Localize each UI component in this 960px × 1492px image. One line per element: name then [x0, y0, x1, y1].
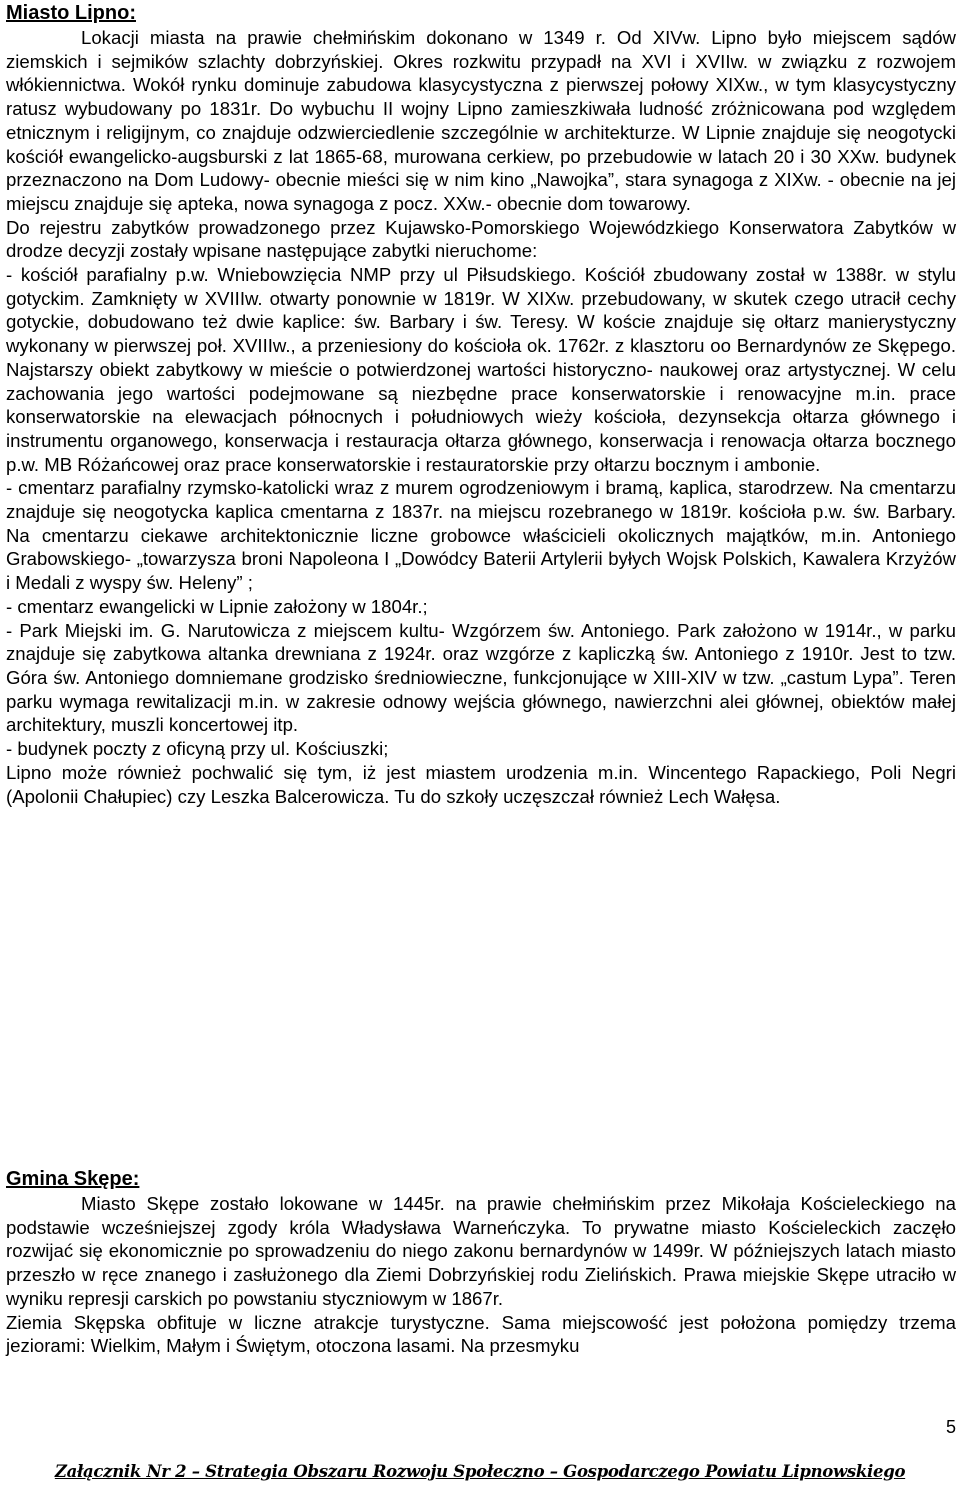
- page-footer: Załącznik Nr 2 – Strategia Obszaru Rozwoju Społeczno – Gospodarczego Powiatu Lipnowskiego: [54, 1462, 906, 1481]
- paragraph-post-office: - budynek poczty z oficyną przy ul. Kościuszki;: [6, 738, 389, 760]
- paragraph-catholic-cemetery: - cmentarz parafialny rzymsko-katolicki wraz z murem ogrodzeniowym i bramą, kaplica, starodrzew. Na cmentarzu znajduje się neogotycka kaplica cmentarna z 1837r. na miejscu rozebranego w 1819r. kościoła p.w. św. Barbary. Na cmentarzu ciekawe architektonicznie liczne grobowce właścicieli okolicznych majątków, m.in. Antoniego Grabowskiego- „towarzysza broni Napoleona I „Dowódcy Baterii Artylerii byłych Wojsk Polskich, Kawalera Krzyżów i Medali z wyspy św. Heleny” ;: [6, 477, 956, 594]
- paragraph-city-park: - Park Miejski im. G. Narutowicza z miejscem kultu- Wzgórzem św. Antoniego. Park założono w 1914r., w parku znajduje się zabytkowa altanka drewniana z 1924r. oraz wzgórze z kapliczką św. Antoniego z 1910r. Jest to tzw. Góra św. Antoniego domniemane grodzisko średniowieczne, funkcjonujące w XIII-XIV w tzw. „castum Lypa”. Teren parku wymaga rewitalizacji m.in. w zakresie odnowy wejścia głównego, nawierzchni alei głównej, obiektów małej architektury, muszli koncertowej itp.: [6, 619, 956, 736]
- section-body-skepe: [6, 1192, 956, 1358]
- paragraph-skepe-attractions: Ziemia Skępska obfituje w liczne atrakcje turystyczne. Sama miejscowość jest położona pomiędzy trzema jeziorami: Wielkim, Małym i Świętym, otoczona lasami. Na przesmyku: [6, 1311, 956, 1357]
- paragraph-church: - kościół parafialny p.w. Wniebowzięcia NMP przy ul Piłsudskiego. Kościół zbudowany został w 1388r. w stylu gotyckim. Zamknięty w XVIIIw. otwarty ponownie w 1819r. W XIXw. przebudowany, w skutek czego utracił cechy gotyckie, dobudowano też dwie kaplice: św. Barbary i św. Teresy. W koście znajduje się ołtarz manierystyczny wykonany w pierwszej poł. XVIIIw., a przeniesiony do kościoła ok. 1762r. z klasztoru oo Bernardynów ze Skępego. Najstarszy obiekt zabytkowy w mieście o potwierdzonej wartości historyczno- naukowej oraz artystycznej. W celu zachowania jego wartości podejmowane są niezbędne prace konserwatorskie i renowacyjne m.in. prace konserwatorskie na elewacjach północnych i południowych wieży kościoła, dezynsekcja ołtarza głównego i instrumentu organowego, konserwacja i restauracja ołtarza głównego, konserwacja i renowacja ołtarza bocznego p.w. MB Różańcowej oraz prace konserwatorskie i restauratorskie przy ołtarzu bocznym i ambonie.: [6, 264, 956, 475]
- section-heading-lipno: Miasto Lipno:: [6, 2, 136, 24]
- paragraph-famous-people: Lipno może również pochwalić się tym, iż jest miastem urodzenia m.in. Wincentego Rapackiego, Poli Negri (Apolonii Chałupiec) czy Leszka Balcerowicza. Tu do szkoły uczęszczał również Lech Wałęsa.: [6, 761, 956, 807]
- paragraph-register-intro: Do rejestru zabytków prowadzonego przez Kujawsko-Pomorskiego Wojewódzkiego Konserwatora Zabytków w drodze decyzji zostały wpisane następujące zabytki nieruchome:: [6, 216, 956, 262]
- page-number: 5: [945, 1417, 956, 1437]
- section-body-lipno: [6, 26, 956, 808]
- section-heading-skepe: Gmina Skępe:: [6, 1168, 140, 1190]
- paragraph-skepe-history: Miasto Skępe zostało lokowane w 1445r. na prawie chełmińskim przez Mikołaja Kościeleckiego na podstawie wcześniejszej zgody króla Władysława Warneńczyka. To prywatne miasto Kościeleckich zaczęło rozwijać się ekonomicznie po sprowadzeniu do niego zakonu bernardynów w 1499r. W późniejszych latach miasto przeszło w ręce znanego i zasłużonego dla Ziemi Dobrzyńskiej rodu Zielińskich. Prawa miejskie Skępe utraciło w wyniku represji carskich po powstaniu styczniowym w 1867r.: [6, 1193, 956, 1309]
- paragraph-evangelical-cemetery: - cmentarz ewangelicki w Lipnie założony w 1804r.;: [6, 595, 428, 617]
- paragraph-history: Lokacji miasta na prawie chełmińskim dokonano w 1349 r. Od XIVw. Lipno było miejscem sądów ziemskich i sejmików szlachty dobrzyńskiej. Okres rozkwitu przypadł na XVI i XVIIw. w związku z rozwojem włókiennictwa. Wokół rynku dominuje zabudowa klasycystyczna z pierwszej połowy XIXw., w tym klasycystyczny ratusz wybudowany po 1831r. Do wybuchu II wojny Lipno zamieszkiwała ludność zróżnicowana pod względem etnicznym i religijnym, co znajduje odzwierciedlenie szczególnie w architekturze. W Lipnie znajduje się neogotycki kościół ewangelicko-augsburski z lat 1865-68, murowana cerkiew, po przebudowie w latach 20 i 30 XXw. budynek przeznaczono na Dom Ludowy- obecnie mieści się w nim kino „Nawojka”, stara synagoga z XIXw. - obecnie na jej miejscu znajduje się apteka, nowa synagoga z pocz. XXw.- obecnie dom towarowy.: [6, 27, 956, 214]
